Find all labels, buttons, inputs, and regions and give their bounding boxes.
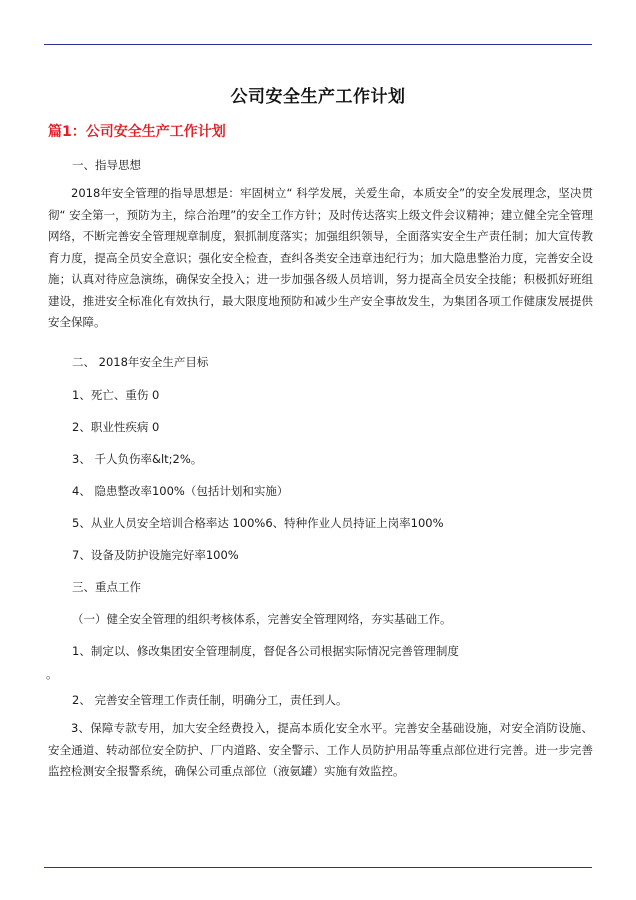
goal-item: 4、 隐患整改率100%（包括计划和实施） — [72, 484, 289, 498]
goal-item: 5、从业人员安全培训合格率达 100%6、特种作业人员持证上岗率100% — [72, 516, 444, 530]
goal-item: 2、职业性疾病 0 — [72, 420, 160, 434]
section3-heading: 三、重点工作 — [72, 580, 141, 594]
section1-heading: 一、指导思想 — [72, 158, 141, 172]
section1-paragraph: 2018年安全管理的指导思想是：牢固树立“ 科学发展，关爱生命，本质安全”的安全发展理念，坚决贯彻“ 安全第一，预防为主，综合治理”的安全工作方针；及时传达落实上级文件会议精神；建立健全完全管理网络，不断完善安全管理规章制度，狠抓制度落实；加强组织领导，全面落实安全生产责任制；加大宣传教育力度，提高全员安全意识；强化安全检查，查纠各类安全违章违纪行为；加大隐患整治力度，完善安全设施；认真对待应急演练，确保安全投入；进一步加强各级人员培训，努力提高全员安全技能；积极抓好班组建设，推进安全标准化有效执行，最大限度地预防和减少生产安全事故发生，为集团各项工作健康发展提供安全保障。 — [48, 186, 593, 329]
work-item-1: 1、制定以、修改集团安全管理制度，督促各公司根据实际情况完善管理制度 — [72, 644, 459, 658]
section2-heading: 二、 2018年安全生产目标 — [72, 355, 209, 369]
header-rule — [44, 44, 592, 45]
footer-rule — [44, 867, 592, 868]
section3-sub1: （一）健全安全管理的组织考核体系，完善安全管理网络，夯实基础工作。 — [72, 612, 452, 626]
goal-item: 7、设备及防护设施完好率100% — [72, 548, 239, 562]
goal-item: 1、死亡、重伤 0 — [72, 388, 160, 402]
section-subtitle: 篇1：公司安全生产工作计划 — [48, 124, 226, 140]
work-item-3: 3、保障专款专用，加大安全经费投入，提高本质化安全水平。完善安全基础设施，对安全消防设施、安全通道、转动部位安全防护、厂内道路、安全警示、工作人员防护用品等重点部位进行完善。进一步完善监控检测安全报警系统，确保公司重点部位（液氨罐）实施有效监控。 — [48, 721, 593, 778]
document-title: 公司安全生产工作计划 — [230, 87, 406, 107]
work-item-1-tail: 。 — [46, 667, 58, 681]
work-item-2: 2、 完善安全管理工作责任制，明确分工，责任到人。 — [72, 693, 348, 707]
goal-item: 3、 千人负伤率&lt;2%。 — [72, 452, 203, 466]
